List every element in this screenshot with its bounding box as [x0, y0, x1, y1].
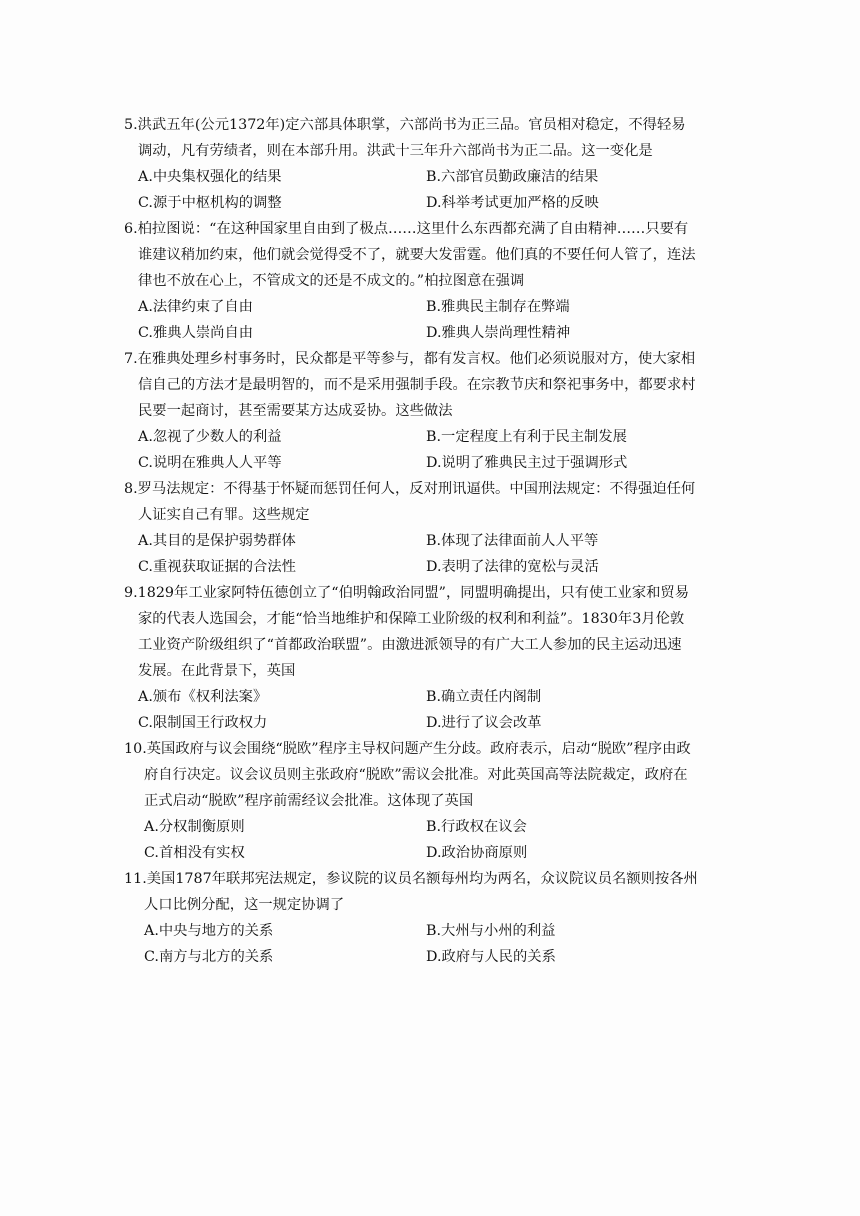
stem-line: 府自行决定。议会议员则主张政府“脱欧”需议会批准。对此英国高等法院裁定，政府在 — [144, 767, 688, 783]
stem-line: 家的代表人选国会，才能“恰当地维护和保障工业阶级的权利和利益”。1830年3月伦敦 — [138, 611, 685, 627]
option-b: B.大州与小州的利益 — [426, 923, 556, 939]
option-d: D.政府与人民的关系 — [426, 949, 556, 965]
stem-line: 人证实自己有罪。这些规定 — [138, 507, 310, 523]
option-b: B.行政权在议会 — [426, 819, 527, 835]
option-d: D.说明了雅典民主过于强调形式 — [426, 455, 628, 471]
stem-line: 9.1829年工业家阿特伍德创立了“伯明翰政治同盟”，同盟明确提出，只有使工业家和贸易 — [124, 585, 690, 601]
option-a: A.中央集权强化的结果 — [138, 169, 282, 185]
option-list — [138, 164, 724, 216]
option-b: B.体现了法律面前人人平等 — [426, 533, 599, 549]
question-11 — [124, 866, 724, 970]
stem-line: 谁建议稍加约束，他们就会觉得受不了，就要大发雷霆。他们真的不要任何人管了，连法 — [138, 247, 696, 263]
question-9 — [124, 580, 724, 736]
stem-line: 发展。在此背景下，英国 — [138, 663, 296, 679]
question-10 — [124, 736, 724, 866]
stem-line: 7.在雅典处理乡村事务时，民众都是平等参与，都有发言权。他们必须说服对方，使大家相 — [124, 351, 696, 367]
option-list — [138, 684, 724, 736]
option-b: B.六部官员勤政廉洁的结果 — [426, 169, 599, 185]
stem-line: 6.柏拉图说：“在这种国家里自由到了极点……这里什么东西都充满了自由精神……只要有 — [124, 221, 689, 237]
option-c: C.重视获取证据的合法性 — [138, 559, 296, 575]
option-a: A.法律约束了自由 — [138, 299, 253, 315]
option-c: C.说明在雅典人人平等 — [138, 455, 282, 471]
stem-line: 人口比例分配，这一规定协调了 — [144, 897, 345, 913]
stem-line: 信自己的方法才是最明智的，而不是采用强制手段。在宗教节庆和祭祀事务中，都要求村 — [138, 377, 696, 393]
option-b: B.一定程度上有利于民主制发展 — [426, 429, 627, 445]
stem-line: 正式启动“脱欧”程序前需经议会批准。这体现了英国 — [144, 793, 474, 809]
option-c: C.首相没有实权 — [144, 845, 245, 861]
stem-line: 5.洪武五年(公元1372年)定六部具体职掌，六部尚书为正三品。官员相对稳定，不得轻易 — [124, 117, 686, 133]
question-7 — [124, 346, 724, 476]
stem-line: 调动，凡有劳绩者，则在本部升用。洪武十三年升六部尚书为正二品。这一变化是 — [138, 143, 653, 159]
option-d: D.进行了议会改革 — [426, 715, 542, 731]
option-c: C.南方与北方的关系 — [144, 949, 274, 965]
option-a: A.忽视了少数人的利益 — [138, 429, 282, 445]
question-stem — [124, 346, 724, 424]
stem-line: 10.英国政府与议会围绕“脱欧”程序主导权问题产生分歧。政府表示，启动“脱欧”程序由政 — [124, 741, 691, 757]
question-5 — [124, 112, 724, 216]
option-list — [138, 294, 724, 346]
question-6 — [124, 216, 724, 346]
option-d: D.表明了法律的宽松与灵活 — [426, 559, 599, 575]
stem-line: 11.美国1787年联邦宪法规定，参议院的议员名额每州均为两名，众议院议员名额则按各州 — [124, 871, 698, 887]
stem-line: 工业资产阶级组织了“首都政治联盟”。由激进派领导的有广大工人参加的民主运动迅速 — [138, 637, 682, 653]
option-c: C.雅典人崇尚自由 — [138, 325, 254, 341]
option-a: A.颁布《权利法案》 — [138, 689, 268, 705]
option-list — [138, 528, 724, 580]
option-c: C.源于中枢机构的调整 — [138, 195, 282, 211]
question-stem — [124, 216, 724, 294]
question-stem — [124, 112, 724, 164]
option-b: B.确立责任内阁制 — [426, 689, 542, 705]
option-a: A.中央与地方的关系 — [144, 923, 274, 939]
question-stem — [124, 476, 724, 528]
question-list — [124, 112, 724, 970]
stem-line: 8.罗马法规定：不得基于怀疑而惩罚任何人，反对刑讯逼供。中国刑法规定：不得强迫任何 — [124, 481, 696, 497]
option-c: C.限制国王行政权力 — [138, 715, 268, 731]
option-d: D.政治协商原则 — [426, 845, 528, 861]
question-8 — [124, 476, 724, 580]
option-list — [138, 424, 724, 476]
option-list — [144, 918, 724, 970]
stem-line: 民要一起商讨，甚至需要某方达成妥协。这些做法 — [138, 403, 453, 419]
option-d: D.雅典人崇尚理性精神 — [426, 325, 571, 341]
question-stem — [124, 580, 724, 684]
option-list — [144, 814, 724, 866]
option-a: A.其目的是保护弱势群体 — [138, 533, 296, 549]
question-stem — [124, 866, 724, 918]
question-stem — [124, 736, 724, 814]
option-b: B.雅典民主制存在弊端 — [426, 299, 570, 315]
option-a: A.分权制衡原则 — [144, 819, 245, 835]
stem-line: 律也不放在心上，不管成文的还是不成文的。”柏拉图意在强调 — [138, 273, 525, 289]
option-d: D.科举考试更加严格的反映 — [426, 195, 599, 211]
